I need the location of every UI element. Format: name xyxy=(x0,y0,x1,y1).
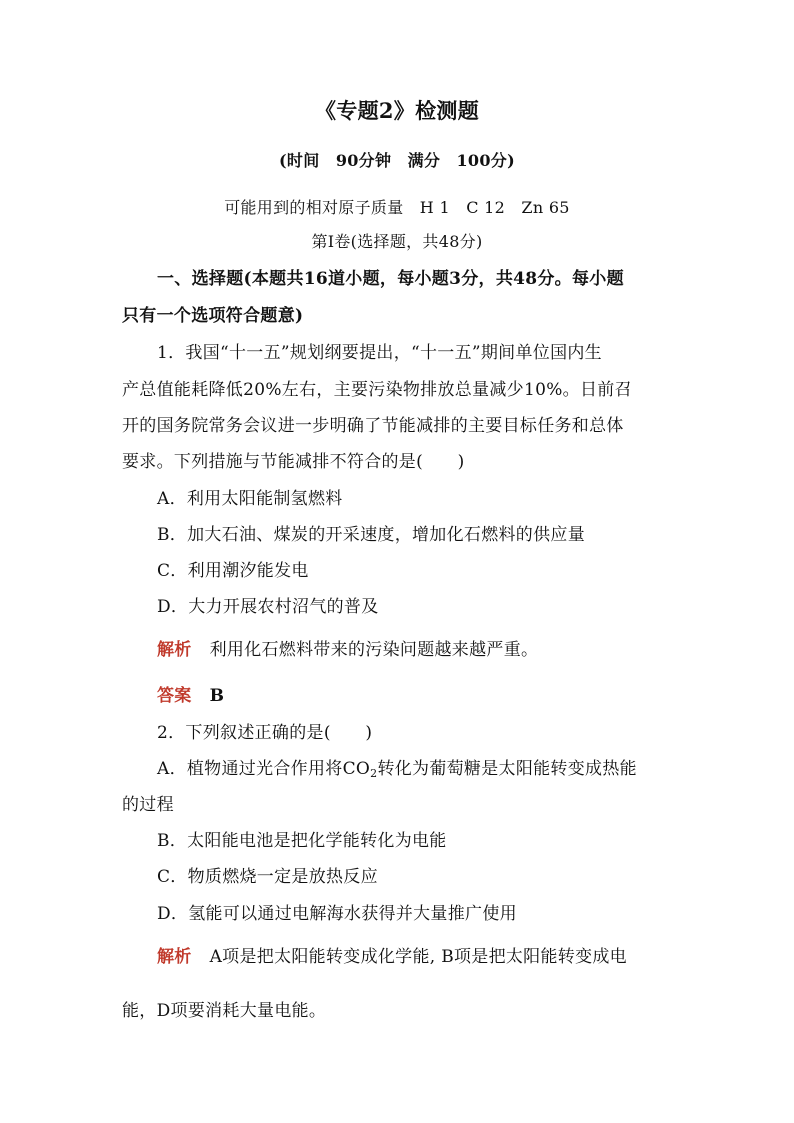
q2-option-d: D．氢能可以通过电解海水获得并大量推广使用 xyxy=(157,904,517,924)
q1-option-c: C．利用潮汐能发电 xyxy=(157,561,309,581)
q2-option-a xyxy=(157,757,637,781)
q2-option-a-formula: CO xyxy=(342,759,371,779)
q2-analysis-line-2: 能，D项要消耗大量电能。 xyxy=(122,1001,327,1021)
section-heading-line-2: 只有一个选项符合题意) xyxy=(122,306,304,326)
q2-analysis-label: 解析 xyxy=(157,947,192,967)
atomic-masses-text: 可能用到的相对原子质量 H 1 C 12 Zn 65 xyxy=(224,198,570,217)
page-title: 《专题2》检测题 xyxy=(314,98,479,123)
q1-stem-line-1: 1．我国“十一五”规划纲要提出，“十一五”期间单位国内生 xyxy=(157,343,602,363)
q1-stem-line-3: 开的国务院常务会议进一步明确了节能减排的主要目标任务和总体 xyxy=(122,416,624,436)
q1-answer-label: 答案 xyxy=(157,686,192,706)
q2-option-a-subscript: 2 xyxy=(370,767,378,780)
exam-time-score: (时间 90分钟 满分 100分) xyxy=(279,151,515,170)
q2-analysis xyxy=(157,945,627,969)
section-heading-line-1: 一、选择题(本题共16道小题，每小题3分，共48分。每小题 xyxy=(157,269,624,289)
atomic-masses-note xyxy=(0,196,794,220)
q1-option-b: B．加大石油、煤炭的开采速度，增加化石燃料的供应量 xyxy=(157,525,585,545)
q1-answer xyxy=(157,684,224,708)
q1-stem-line-4: 要求。下列措施与节能减排不符合的是( ) xyxy=(122,452,465,472)
q2-option-a-line-2: 的过程 xyxy=(122,795,174,815)
q1-option-a: A．利用太阳能制氢燃料 xyxy=(157,489,343,509)
q2-stem: 2．下列叙述正确的是( ) xyxy=(157,723,373,743)
q1-analysis xyxy=(157,638,538,662)
q1-stem-line-2: 产总值能耗降低20%左右，主要污染物排放总量减少10%。日前召 xyxy=(122,380,632,400)
q2-option-b: B．太阳能电池是把化学能转化为电能 xyxy=(157,831,447,851)
volume-heading: 第Ⅰ卷(选择题，共48分) xyxy=(311,232,483,251)
q2-analysis-line-1: A项是把太阳能转变成化学能, B项是把太阳能转变成电 xyxy=(209,947,627,967)
q1-analysis-text: 利用化石燃料带来的污染问题越来越严重。 xyxy=(209,640,539,660)
q2-option-a-pre: A．植物通过光合作用将 xyxy=(157,759,343,779)
q1-answer-value: B xyxy=(209,686,225,706)
q2-option-c: C．物质燃烧一定是放热反应 xyxy=(157,867,378,887)
q1-analysis-label: 解析 xyxy=(157,640,192,660)
q2-option-a-post: 转化为葡萄糖是太阳能转变成热能 xyxy=(377,759,637,779)
q1-option-d: D．大力开展农村沼气的普及 xyxy=(157,597,379,617)
